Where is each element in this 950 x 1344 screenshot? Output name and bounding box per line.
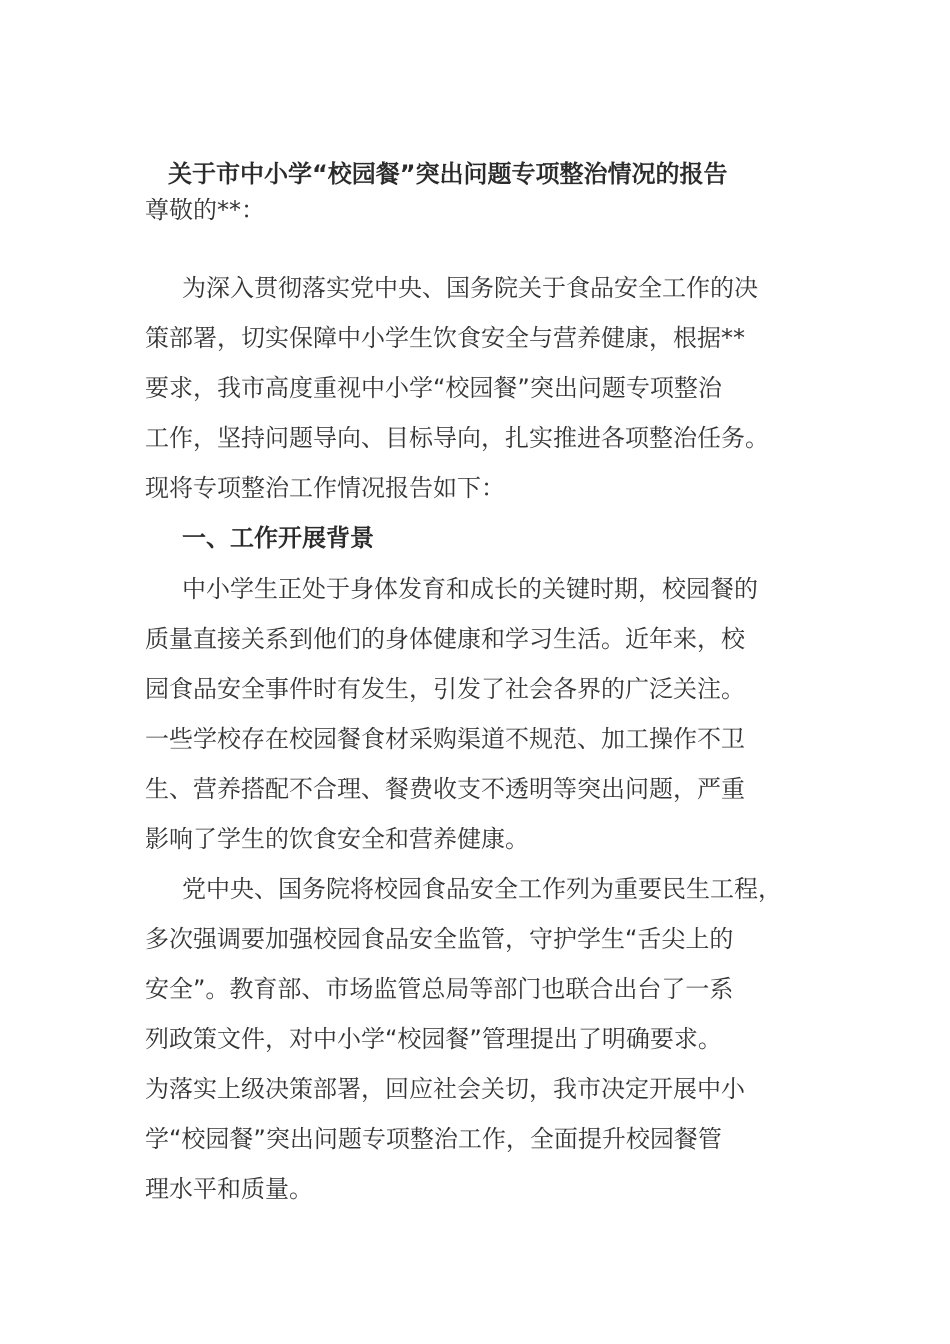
paragraph-line: 党中央、国务院将校园食品安全工作列为重要民生工程， xyxy=(182,875,782,903)
salutation: 尊敬的**： xyxy=(145,196,265,224)
paragraph-line: 安全”。教育部、市场监管总局等部门也联合出台了一系 xyxy=(145,975,734,1003)
intro-line: 为深入贯彻落实党中央、国务院关于食品安全工作的决 xyxy=(182,274,758,302)
intro-line: 工作，坚持问题导向、目标导向，扎实推进各项整治任务。 xyxy=(145,424,769,452)
paragraph-line: 多次强调要加强校园食品安全监管，守护学生“舌尖上的 xyxy=(145,925,734,953)
section-heading: 一、工作开展背景 xyxy=(182,524,374,552)
paragraph-line: 园食品安全事件时有发生，引发了社会各界的广泛关注。 xyxy=(145,675,745,703)
paragraph-line: 一些学校存在校园餐食材采购渠道不规范、加工操作不卫 xyxy=(145,725,745,753)
intro-line: 策部署，切实保障中小学生饮食安全与营养健康，根据** xyxy=(145,324,745,352)
paragraph-line: 理水平和质量。 xyxy=(145,1175,313,1203)
paragraph-line: 生、营养搭配不合理、餐费收支不透明等突出问题，严重 xyxy=(145,775,745,803)
paragraph-line: 为落实上级决策部署，回应社会关切，我市决定开展中小 xyxy=(145,1075,745,1103)
paragraph-line: 中小学生正处于身体发育和成长的关键时期，校园餐的 xyxy=(182,575,758,603)
paragraph-line: 列政策文件，对中小学“校园餐”管理提出了明确要求。 xyxy=(145,1025,722,1053)
intro-line: 现将专项整治工作情况报告如下： xyxy=(145,474,505,502)
document-title: 关于市中小学“校园餐”突出问题专项整治情况的报告 xyxy=(168,160,728,188)
paragraph-line: 学“校园餐”突出问题专项整治工作，全面提升校园餐管 xyxy=(145,1125,722,1153)
paragraph-line: 质量直接关系到他们的身体健康和学习生活。近年来，校 xyxy=(145,625,745,653)
paragraph-line: 影响了学生的饮食安全和营养健康。 xyxy=(145,825,529,853)
intro-line: 要求，我市高度重视中小学“校园餐”突出问题专项整治 xyxy=(145,374,722,402)
